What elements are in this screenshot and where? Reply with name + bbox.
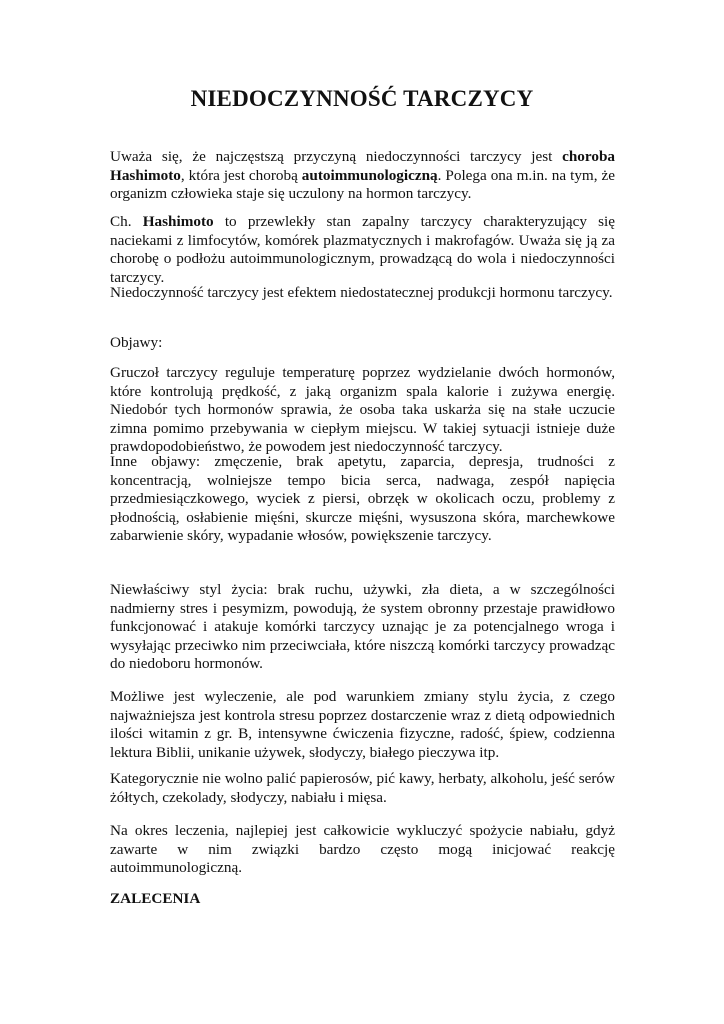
paragraph-intro-bold-autoimmune: autoimmunologiczną bbox=[301, 166, 438, 184]
paragraph-hashimoto-bold: Hashimoto bbox=[142, 213, 214, 230]
recommendations-heading: ZALECENIA bbox=[110, 890, 201, 907]
page-title: NIEDOCZYNNOŚĆ TARCZYCY bbox=[190, 86, 534, 111]
paragraph-intro-bold-hashimoto: choroba Hashimoto bbox=[110, 148, 615, 184]
paragraph-hashimoto-text-a: Ch. bbox=[110, 213, 143, 230]
paragraph-other-symptoms: Inne objawy: zmęczenie, brak apetytu, zaparcia, depresja, trudności z koncentracją, wolniejsze tempo bicia serca, nadwaga, zespół napięcia przedmiesiączkowego, wyciek z piersi, obrzęk w okolicach oczu, problemy z płodnością, osłabienie mięśni, skurcze mięśni, wysuszona skóra, marchewkowe zabarwienie skóry, wypadanie włosów, powiększenie tarczycy. bbox=[110, 453, 615, 544]
paragraph-dairy: Na okres leczenia, najlepiej jest całkowicie wykluczyć spożycie nabiału, gdyż zawarte w nim związki bardzo często mogą inicjować reakcję autoimmunologiczną. bbox=[110, 822, 615, 876]
paragraph-intro bbox=[110, 148, 615, 204]
paragraph-hashimoto bbox=[110, 213, 615, 287]
paragraph-intro-text-c: , która jest chorobą bbox=[180, 166, 302, 184]
paragraph-prohibitions: Kategorycznie nie wolno palić papierosów, pić kawy, herbaty, alkoholu, jeść serów żółtych, czekolady, słodyczy, nabiału i mięsa. bbox=[110, 770, 615, 806]
symptoms-label: Objawy: bbox=[110, 334, 163, 351]
paragraph-hashimoto-text-c: to przewlekły stan zapalny tarczycy charakteryzujący się naciekami z limfocytów, komórek plazmatycznych i makrofagów. Uważa się ją za chorobę o podłożu autoimmunologicznym, prowadzącą do wola i niedoczynności tarczycy. bbox=[110, 213, 615, 286]
paragraph-intro-text-a: Uważa się, że najczęstszą przyczyną niedoczynności tarczycy jest bbox=[110, 148, 563, 165]
paragraph-lifestyle: Niewłaściwy styl życia: brak ruchu, używki, zła dieta, a w szczególności nadmierny stres i pesymizm, powodują, że system obronny przestaje prawidłowo funkcjonować i atakuje komórki tarczycy uznając je za potencjalnego wroga i wysyłając przeciwko nim przeciwciała, które niszczą komórki tarczycy prowadząc do niedoboru hormonów. bbox=[110, 581, 615, 672]
paragraph-temperature: Gruczoł tarczycy reguluje temperaturę poprzez wydzielanie dwóch hormonów, które kontrolują prędkość, z jaką organizm spala kalorie i zużywa energię. Niedobór tych hormonów sprawia, że osoba taka uskarża się na stałe uczucie zimna pomimo przebywania w ciepłym miejscu. W takiej sytuacji istnieje duże prawdopodobieństwo, że powodem jest niedoczynność tarczycy. bbox=[110, 364, 615, 455]
paragraph-treatment: Możliwe jest wyleczenie, ale pod warunkiem zmiany stylu życia, z czego najważniejsza jest kontrola stresu poprzez dostarczenie wraz z dietą odpowiednich ilości witamin z gr. B, intensywne ćwiczenia fizyczne, radość, śpiew, codzienna lektura Biblii, unikanie używek, słodyczy, białego pieczywa itp. bbox=[110, 688, 615, 761]
paragraph-intro-text-e: . Polega ona m.in. na tym, że organizm człowieka staje się uczulony na hormon tarczycy. bbox=[110, 166, 615, 202]
paragraph-deficiency: Niedoczynność tarczycy jest efektem niedostatecznej produkcji hormonu tarczycy. bbox=[110, 284, 613, 301]
